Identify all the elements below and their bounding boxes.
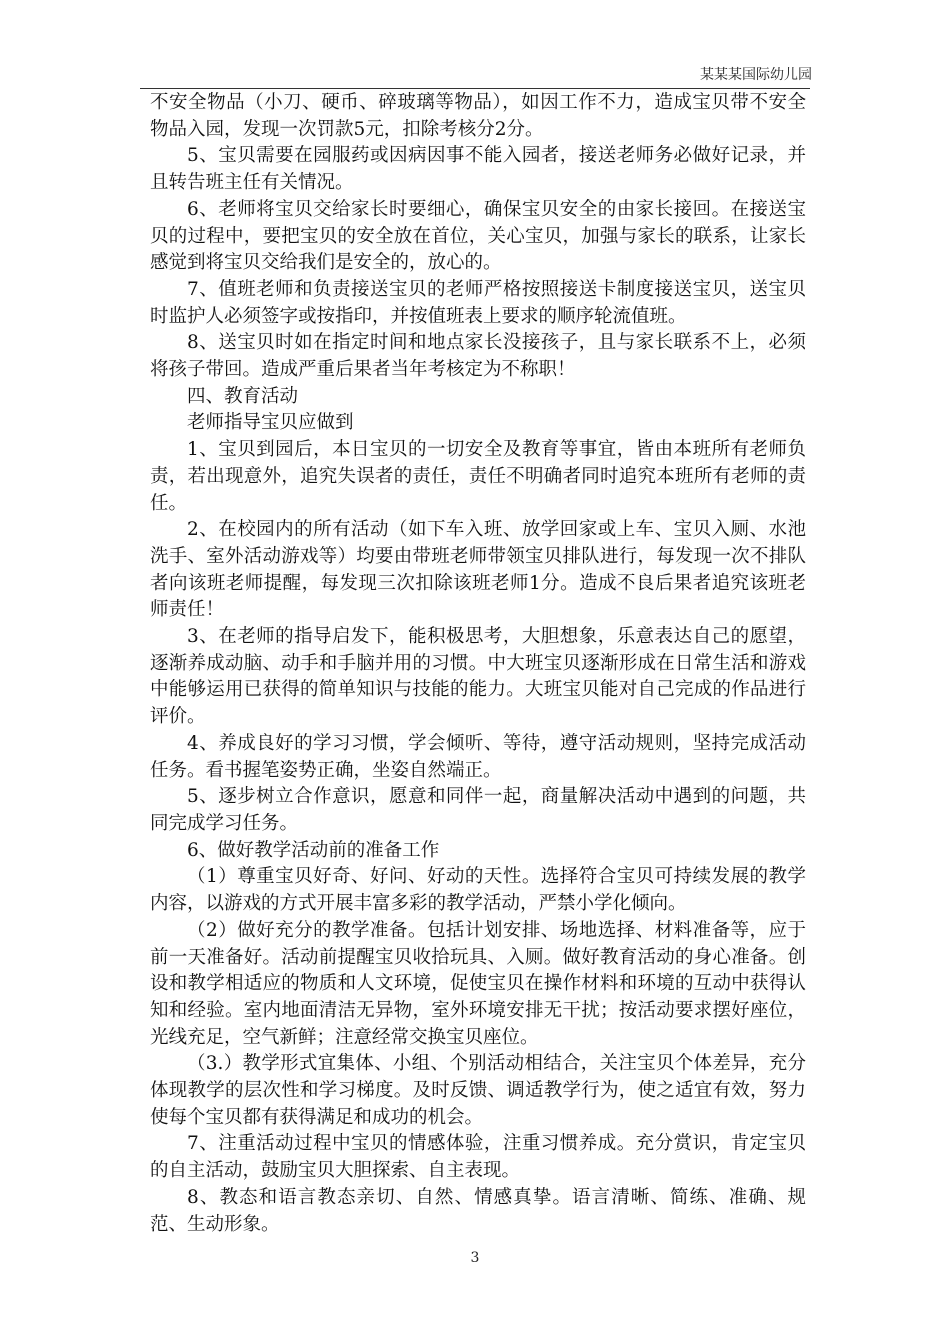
body-paragraph: 4、养成良好的学习习惯，学会倾听、等待，遵守活动规则，坚持完成活动任务。看书握笔姿势正确，坐姿自然端正。	[150, 732, 806, 781]
body-paragraph: 5、宝贝需要在园服药或因病因事不能入园者，接送老师务必做好记录，并且转告班主任有关情况。	[150, 145, 806, 194]
body-paragraph: 1、宝贝到园后，本日宝贝的一切安全及教育等事宜，皆由本班所有老师负责，若出现意外，追究失误者的责任，责任不明确者同时追究本班所有老师的责任。	[150, 439, 806, 514]
header-divider	[140, 88, 810, 89]
body-paragraph: 四、教育活动	[187, 385, 299, 407]
body-paragraph: 5、逐步树立合作意识，愿意和同伴一起，商量解决活动中遇到的问题，共同完成学习任务。	[150, 786, 806, 834]
document-body	[150, 90, 806, 1238]
body-paragraph: 6、老师将宝贝交给家长时要细心，确保宝贝安全的由家长接回。在接送宝贝的过程中，要把宝贝的安全放在首位，关心宝贝，加强与家长的联系，让家长感觉到将宝贝交给我们是安全的，放心的。	[150, 198, 806, 274]
body-paragraph: 8、送宝贝时如在指定时间和地点家长没接孩子，且与家长联系不上，必须将孩子带回。造成严重后果者当年考核定为不称职！	[150, 332, 806, 381]
body-paragraph: 7、注重活动过程中宝贝的情感体验，注重习惯养成。充分赏识，肯定宝贝的自主活动，鼓励宝贝大胆探索、自主表现。	[150, 1133, 806, 1182]
body-paragraph: 不安全物品（小刀、硬币、碎玻璃等物品），如因工作不力，造成宝贝带不安全物品入园，发现一次罚款5元，扣除考核分2分。	[150, 92, 806, 140]
body-paragraph: 7、值班老师和负责接送宝贝的老师严格按照接送卡制度接送宝贝，送宝贝时监护人必须签字或按指印，并按值班表上要求的顺序轮流值班。	[150, 278, 806, 327]
page-number: 3	[470, 1250, 480, 1266]
body-paragraph: （3.）教学形式宜集体、小组、个别活动相结合，关注宝贝个体差异，充分体现教学的层次性和学习梯度。及时反馈、调适教学行为，使之适宜有效，努力使每个宝贝都有获得满足和成功的机会。	[150, 1053, 806, 1128]
body-paragraph: 8、教态和语言教态亲切、自然、情感真挚。语言清晰、简练、准确、规范、生动形象。	[150, 1186, 806, 1235]
body-paragraph: （1）尊重宝贝好奇、好问、好动的天性。选择符合宝贝可持续发展的教学内容，以游戏的方式开展丰富多彩的教学活动，严禁小学化倾向。	[150, 866, 806, 915]
body-paragraph: 老师指导宝贝应做到	[187, 412, 354, 434]
body-paragraph: 6、做好教学活动前的准备工作	[187, 839, 440, 861]
header-org-name: 某某某国际幼儿园	[700, 67, 812, 83]
body-paragraph: （2）做好充分的教学准备。包括计划安排、场地选择、材料准备等，应于前一天准备好。活动前提醒宝贝收拾玩具、入厕。做好教育活动的身心准备。创设和教学相适应的物质和人文环境，促使宝贝在操作材料和环境的互动中获得认知和经验。室内地面清洁无异物，室外环境安排无干扰；按活动要求摆好座位，光线充足，空气新鲜；注意经常交换宝贝座位。	[150, 919, 806, 1048]
body-paragraph: 2、在校园内的所有活动（如下车入班、放学回家或上车、宝贝入厕、水池洗手、室外活动游戏等）均要由带班老师带领宝贝排队进行，每发现一次不排队者向该班老师提醒，每发现三次扣除该班老师1分。造成不良后果者追究该班老师责任！	[150, 519, 806, 621]
body-paragraph: 3、在老师的指导启发下，能积极思考，大胆想象，乐意表达自己的愿望，逐渐养成动脑、动手和手脑并用的习惯。中大班宝贝逐渐形成在日常生活和游戏中能够运用已获得的简单知识与技能的能力。大班宝贝能对自己完成的作品进行评价。	[150, 626, 806, 728]
